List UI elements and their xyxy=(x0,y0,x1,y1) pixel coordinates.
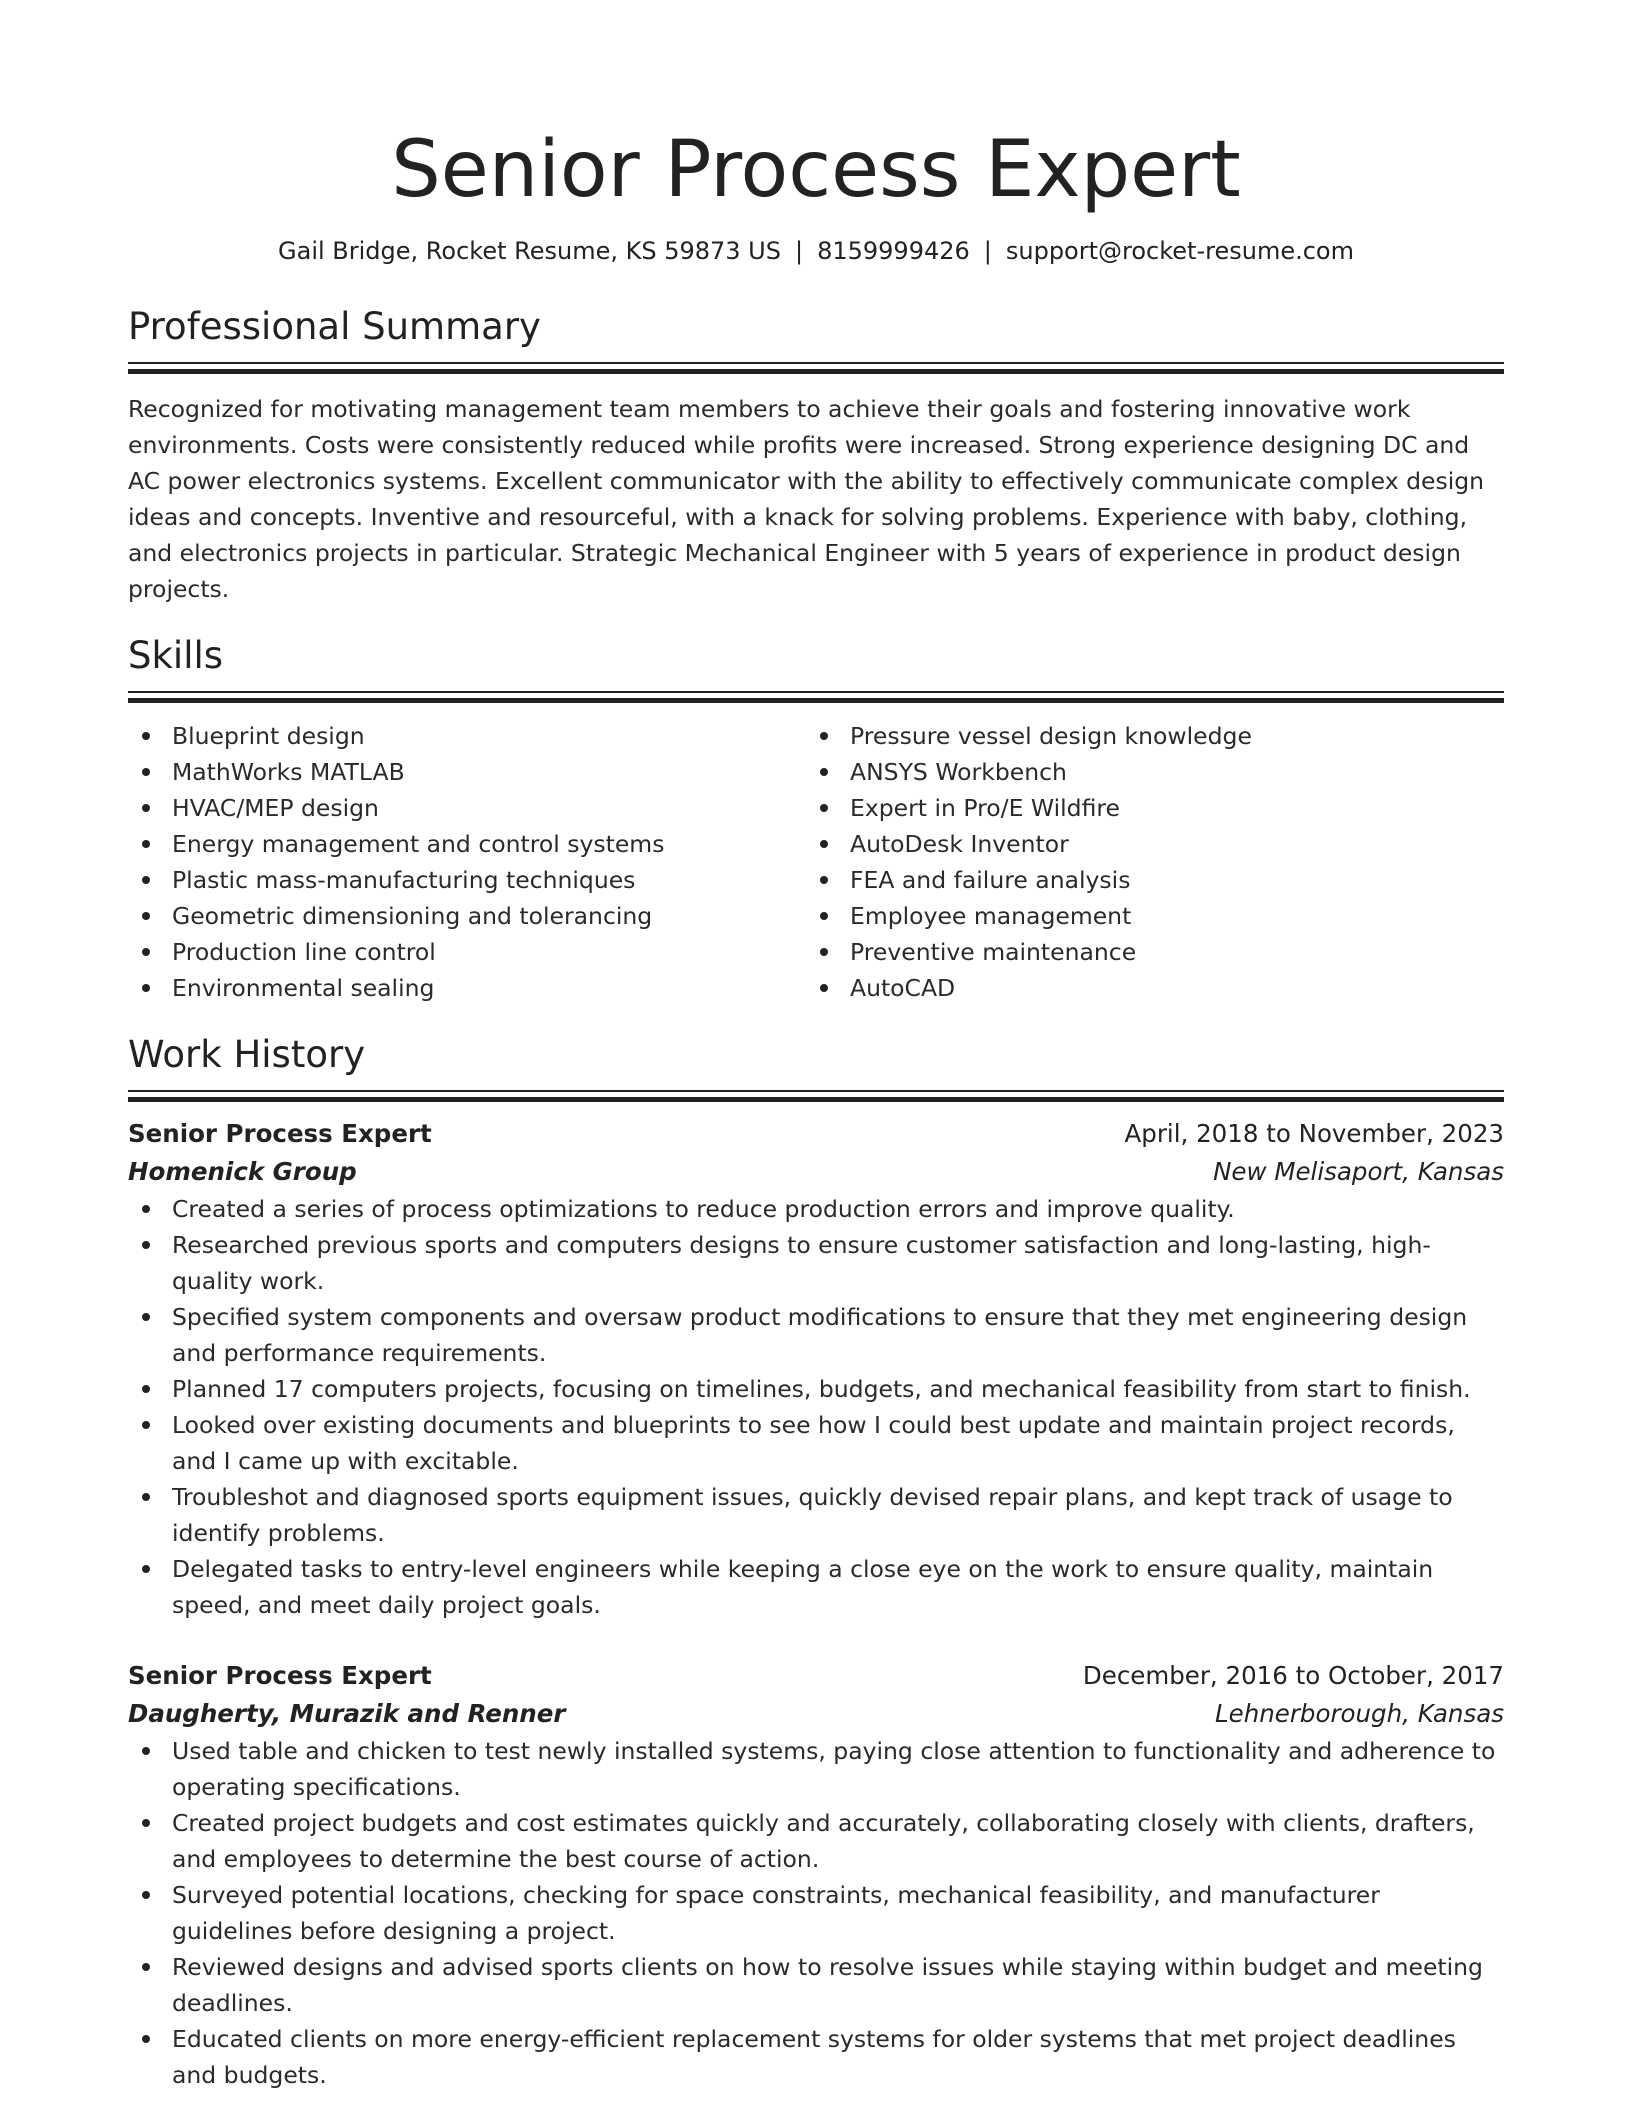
section-divider xyxy=(128,1090,1504,1103)
job-location: New Melisaport, Kansas xyxy=(1213,1157,1504,1186)
resume-page xyxy=(128,0,1504,2093)
contact-separator: | xyxy=(794,237,804,265)
job-location: Lehnerborough, Kansas xyxy=(1215,1699,1504,1728)
contact-separator: | xyxy=(983,237,992,265)
contact-email: support@rocket-resume.com xyxy=(1005,237,1354,265)
section-divider xyxy=(128,691,1504,704)
skill-item: Environmental sealing xyxy=(128,970,806,1006)
skill-item: MathWorks MATLAB xyxy=(128,754,806,790)
job-bullet: Educated clients on more energy-efficient replacement systems for older systems that met project deadlines and budgets. xyxy=(128,2021,1504,2093)
job-subheader-row xyxy=(128,1695,1504,1733)
skill-item: FEA and failure analysis xyxy=(806,862,1484,898)
section-title-work: Work History xyxy=(128,1033,366,1076)
summary-section xyxy=(128,304,1504,607)
contact-line xyxy=(128,236,1504,266)
job-bullet: Planned 17 computers projects, focusing on timelines, budgets, and mechanical feasibility from start to finish. xyxy=(128,1371,1504,1407)
job-bullet: Specified system components and oversaw product modifications to ensure that they met engineering design and performance requirements. xyxy=(128,1299,1504,1371)
skill-item: AutoDesk Inventor xyxy=(806,826,1484,862)
job-bullet: Created project budgets and cost estimates quickly and accurately, collaborating closely with clients, drafters, and employees to determine the best course of action. xyxy=(128,1805,1504,1877)
job-bullet: Used table and chicken to test newly installed systems, paying close attention to functionality and adherence to operating specifications. xyxy=(128,1733,1504,1805)
skills-columns xyxy=(128,718,1504,1006)
candidate-name: Senior Process Expert xyxy=(391,125,1241,215)
work-section xyxy=(128,1032,1504,2093)
job-entry xyxy=(128,1657,1504,2093)
job-bullet: Created a series of process optimizations to reduce production errors and improve quality. xyxy=(128,1191,1504,1227)
skill-item: Energy management and control systems xyxy=(128,826,806,862)
skill-item: Production line control xyxy=(128,934,806,970)
job-bullet-list xyxy=(128,1733,1504,2093)
job-header-row xyxy=(128,1657,1504,1695)
skills-list-left xyxy=(128,718,806,1006)
job-bullet: Researched previous sports and computers designs to ensure customer satisfaction and long-lasting, high-quality work. xyxy=(128,1227,1504,1299)
job-dates: December, 2016 to October, 2017 xyxy=(1082,1661,1504,1690)
section-divider xyxy=(128,362,1504,375)
section-title-summary: Professional Summary xyxy=(128,305,541,348)
summary-text: Recognized for motivating management team members to achieve their goals and fostering innovative work environments. Costs were consistently reduced while profits were increased. Strong experience designing DC and AC power electronics systems. Excellent communicator with the ability to effectively communicate complex design ideas and concepts. Inventive and resourceful, with a knack for solving problems. Experience with baby, clothing, and electronics projects in particular. Strategic Mechanical Engineer with 5 years of experience in product design projects. xyxy=(128,395,1485,603)
section-title-skills: Skills xyxy=(128,634,224,677)
job-bullet: Looked over existing documents and blueprints to see how I could best update and maintain project records, and I came up with excitable. xyxy=(128,1407,1504,1479)
skill-item: Plastic mass-manufacturing techniques xyxy=(128,862,806,898)
job-bullet: Troubleshot and diagnosed sports equipment issues, quickly devised repair plans, and kept track of usage to identify problems. xyxy=(128,1479,1504,1551)
skill-item: HVAC/MEP design xyxy=(128,790,806,826)
skill-item: Pressure vessel design knowledge xyxy=(806,718,1484,754)
job-bullet: Reviewed designs and advised sports clients on how to resolve issues while staying within budget and meeting deadlines. xyxy=(128,1949,1504,2021)
skills-section xyxy=(128,633,1504,1006)
skill-item: AutoCAD xyxy=(806,970,1484,1006)
skill-item: Geometric dimensioning and tolerancing xyxy=(128,898,806,934)
job-company: Homenick Group xyxy=(128,1157,357,1186)
skill-item: Employee management xyxy=(806,898,1484,934)
job-dates: April, 2018 to November, 2023 xyxy=(1124,1119,1504,1148)
job-company: Daugherty, Murazik and Renner xyxy=(128,1699,566,1728)
contact-phone: 8159999426 xyxy=(817,237,970,265)
skill-item: ANSYS Workbench xyxy=(806,754,1484,790)
job-subheader-row xyxy=(128,1153,1504,1191)
skill-item: Expert in Pro/E Wildfire xyxy=(806,790,1484,826)
job-bullet: Delegated tasks to entry-level engineers while keeping a close eye on the work to ensure quality, maintain speed, and meet daily project goals. xyxy=(128,1551,1504,1623)
job-header-row xyxy=(128,1115,1504,1153)
job-bullet: Surveyed potential locations, checking for space constraints, mechanical feasibility, and manufacturer guidelines before designing a project. xyxy=(128,1877,1504,1949)
skills-list-right xyxy=(806,718,1484,1006)
job-title: Senior Process Expert xyxy=(128,1119,432,1148)
skill-item: Preventive maintenance xyxy=(806,934,1484,970)
job-title: Senior Process Expert xyxy=(128,1661,432,1690)
contact-address: Gail Bridge, Rocket Resume, KS 59873 US xyxy=(278,237,781,265)
job-entry xyxy=(128,1115,1504,1623)
job-bullet-list xyxy=(128,1191,1504,1623)
skill-item: Blueprint design xyxy=(128,718,806,754)
